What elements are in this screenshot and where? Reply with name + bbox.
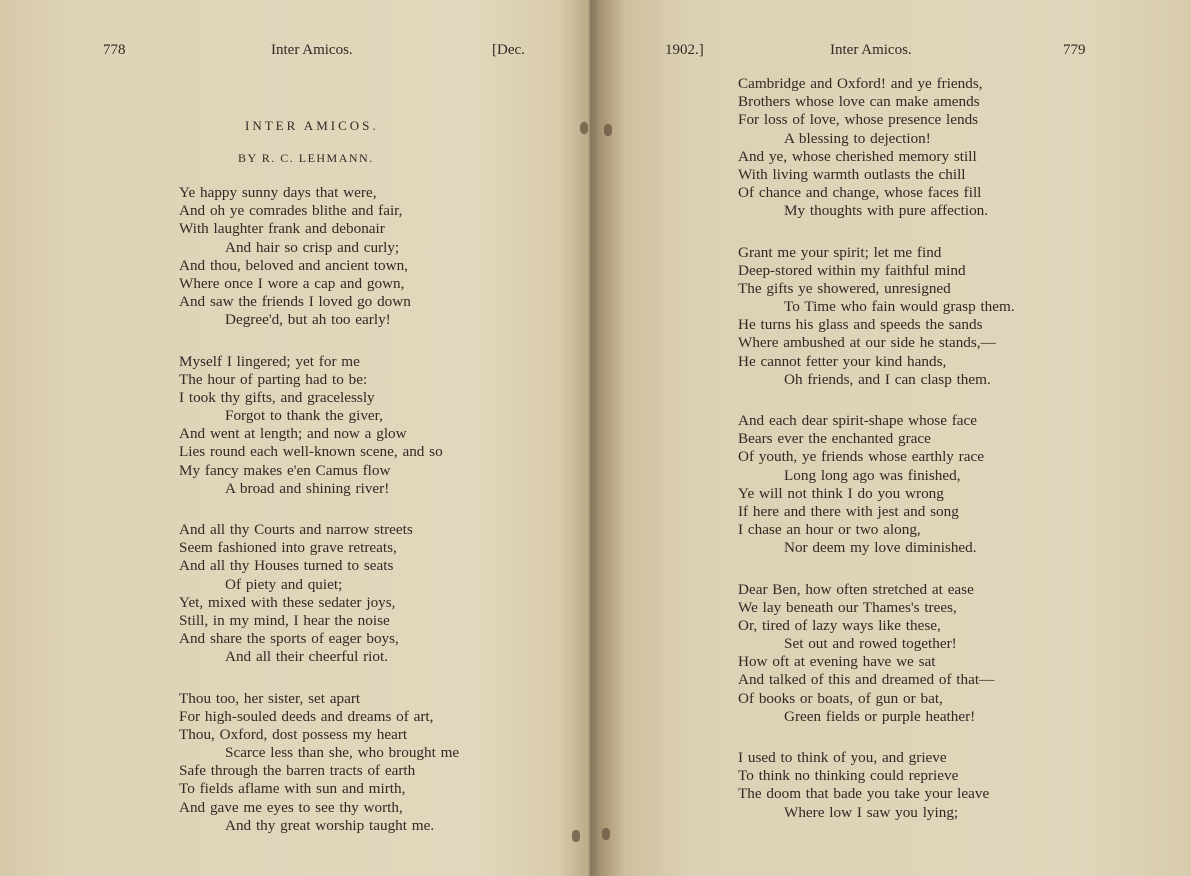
stanza (179, 690, 459, 836)
poem-line: And thou, beloved and ancient town, (179, 256, 408, 274)
poem-line: He turns his glass and speeds the sands (738, 316, 983, 334)
poem-line: Ye will not think I do you wrong (738, 484, 944, 502)
poem-line: The doom that bade you take your leave (738, 785, 990, 803)
poem-line: Where ambushed at our side he stands,— (738, 334, 996, 352)
poem-line: Of piety and quiet; (225, 575, 343, 593)
poem-line: My thoughts with pure affection. (784, 202, 989, 220)
poem-line: Thou, Oxford, dost possess my heart (179, 725, 408, 743)
poem-line: Where once I wore a cap and gown, (179, 274, 405, 292)
poem-line: And saw the friends I loved go down (179, 293, 411, 311)
stanza (179, 521, 459, 667)
poem-line: And each dear spirit-shape whose face (738, 412, 978, 429)
stanza (738, 749, 1015, 822)
poem-line: The gifts ye showered, unresigned (738, 279, 951, 297)
poem-line: And all thy Houses turned to seats (179, 557, 394, 575)
poem-body (738, 75, 1015, 845)
poem-line: To think no thinking could reprieve (738, 767, 959, 785)
date-mark: [Dec. (492, 42, 525, 58)
poem-line: Bears ever the enchanted grace (738, 430, 931, 448)
date-mark: 1902.] (665, 42, 704, 58)
poem-line: The hour of parting had to be: (179, 370, 368, 388)
running-title: Inter Amicos. (271, 42, 353, 58)
stanza (738, 244, 1015, 390)
poem-line: And went at length; and now a glow (179, 425, 407, 443)
poem-line: Or, tired of lazy ways like these, (738, 616, 941, 634)
poem-line: Where low I saw you lying; (784, 803, 959, 821)
poem-line: And ye, whose cherished memory still (738, 147, 977, 165)
poem-line: Forgot to thank the giver, (225, 407, 383, 425)
poem-line: Safe through the barren tracts of earth (179, 762, 416, 780)
poem-line: My fancy makes e'en Camus flow (179, 461, 391, 479)
stanza (179, 353, 459, 499)
poem-line: For high-souled deeds and dreams of art, (179, 707, 434, 725)
poem-line: A blessing to dejection! (784, 129, 931, 147)
running-title: Inter Amicos. (830, 42, 912, 58)
poem-line: And gave me eyes to see thy worth, (179, 798, 403, 816)
poem-line: Set out and rowed together! (784, 635, 957, 653)
stanza (179, 184, 459, 330)
poem-line: And thy great worship taught me. (225, 816, 435, 834)
poem-line: Lies round each well-known scene, and so (179, 443, 443, 461)
poem-line: Grant me your spirit; let me find (738, 243, 942, 261)
page-number: 779 (1063, 42, 1086, 58)
poem-line: Long long ago was finished, (784, 466, 961, 484)
poem-line: Nor deem my love diminished. (784, 539, 977, 557)
poem-line: Scarce less than she, who brought me (225, 744, 460, 762)
binding-mark (580, 122, 588, 134)
poem-line: Oh friends, and I can clasp them. (784, 370, 991, 388)
poem-line: Green fields or purple heather! (784, 707, 976, 725)
poem-line: With laughter frank and debonair (179, 220, 385, 238)
poem-line: We lay beneath our Thames's trees, (738, 598, 957, 616)
poem-line: Of chance and change, whose faces fill (738, 184, 982, 202)
poem-line: How oft at evening have we sat (738, 653, 936, 671)
poem-line: And all their cheerful riot. (225, 648, 388, 666)
left-page (0, 0, 590, 876)
poem-line: Cambridge and Oxford! and ye friends, (738, 75, 983, 92)
poem-line: Brothers whose love can make amends (738, 93, 980, 111)
binding-mark (602, 828, 610, 840)
byline: BY R. C. LEHMANN. (238, 151, 374, 165)
page-number: 778 (103, 42, 126, 58)
poem-line: He cannot fetter your kind hands, (738, 352, 947, 370)
poem-line: Yet, mixed with these sedater joys, (179, 593, 396, 611)
poem-line: I chase an hour or two along, (738, 521, 921, 539)
poem-line: If here and there with jest and song (738, 502, 959, 520)
stanza (738, 581, 1015, 727)
poem-body (179, 184, 459, 858)
poem-line: Degree'd, but ah too early! (225, 311, 391, 329)
poem-line: With living warmth outlasts the chill (738, 165, 966, 183)
poem-line: Still, in my mind, I hear the noise (179, 611, 390, 629)
poem-line: To Time who fain would grasp them. (784, 298, 1015, 316)
poem-line: To fields aflame with sun and mirth, (179, 780, 406, 798)
poem-line: Of books or boats, of gun or bat, (738, 689, 943, 707)
poem-line: Deep-stored within my faithful mind (738, 261, 966, 279)
poem-line: Myself I lingered; yet for me (179, 352, 360, 370)
poem-line: Of youth, ye friends whose earthly race (738, 448, 984, 466)
binding-mark (604, 124, 612, 136)
binding-mark (572, 830, 580, 842)
poem-line: Thou too, her sister, set apart (179, 689, 361, 707)
poem-line: And talked of this and dreamed of that— (738, 671, 995, 689)
poem-title: INTER AMICOS. (245, 118, 379, 133)
poem-line: I took thy gifts, and gracelessly (179, 388, 375, 406)
stanza (738, 412, 1015, 558)
poem-line: And oh ye comrades blithe and fair, (179, 202, 403, 220)
poem-line: Dear Ben, how often stretched at ease (738, 580, 974, 598)
poem-line: Seem fashioned into grave retreats, (179, 539, 397, 557)
poem-line: And all thy Courts and narrow streets (179, 521, 413, 538)
stanza (738, 75, 1015, 221)
right-page (598, 0, 1191, 876)
poem-line: A broad and shining river! (225, 479, 390, 497)
poem-line: And hair so crisp and curly; (225, 238, 400, 256)
poem-line: I used to think of you, and grieve (738, 749, 947, 766)
poem-line: For loss of love, whose presence lends (738, 111, 979, 129)
poem-line: Ye happy sunny days that were, (179, 184, 377, 201)
poem-line: And share the sports of eager boys, (179, 630, 399, 648)
